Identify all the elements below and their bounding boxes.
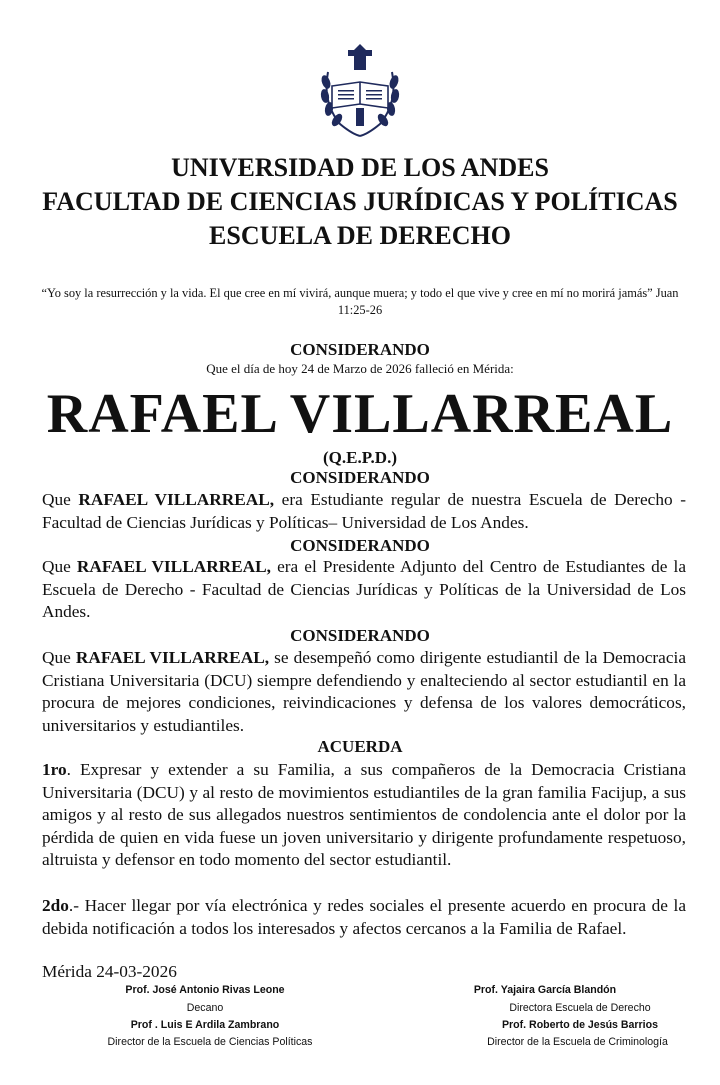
university-name: UNIVERSIDAD DE LOS ANDES	[171, 153, 549, 182]
faculty-name: FACULTAD DE CIENCIAS JURÍDICAS Y POLÍTICAS	[42, 187, 678, 216]
considerando-paragraph	[42, 556, 686, 624]
signatory-name: Prof. Roberto de Jesús Barrios	[501, 1019, 658, 1031]
considerando-heading: CONSIDERANDO	[290, 626, 430, 645]
signatory-name: Prof. Yajaira García Blandón	[473, 984, 617, 996]
school-name: ESCUELA DE DERECHO	[209, 221, 511, 250]
qepd-label: (Q.E.P.D.)	[323, 448, 397, 467]
deceased-name-inline: RAFAEL VILLARREAL,	[78, 490, 275, 509]
signatory-name: Prof. José Antonio Rivas Leone	[125, 984, 285, 996]
considerando-heading: CONSIDERANDO	[290, 340, 430, 359]
deceased-name-inline: RAFAEL VILLARREAL,	[75, 648, 270, 667]
considerando-prefix: Que	[42, 648, 76, 667]
acuerdo-text: . Expresar y extender a su Familia, a sus compañeros de la Democracia Cristiana Universitaria (DCU) y al resto de movimientos estudiantiles de la gran familia Facijup, a sus amigos y al resto de sus allegados nuestros sentimientos de condolencia ante el dolor por la pérdida de quien en vida fuese un joven universitario y dirigente profundamente respetuoso, altruista y defensor en todo momento del sector estudiantil.	[42, 760, 686, 869]
university-seal-icon	[310, 42, 410, 142]
considerando-prefix: Que	[42, 557, 77, 576]
deceased-name-inline: RAFAEL VILLARREAL,	[76, 557, 272, 576]
considerando-prefix: Que	[42, 490, 79, 509]
acuerda-heading: ACUERDA	[317, 737, 403, 756]
place-date: Mérida 24-03-2026	[42, 962, 177, 981]
acuerdo-paragraph	[42, 895, 686, 940]
signatory-name: Prof . Luis E Ardila Zambrano	[130, 1019, 280, 1031]
considerando-text: se desempeñó como dirigente estudiantil de la Democracia Cristiana Universitaria (DCU) siempre defendiendo y enalteciendo al sector estudiantil en la procura de mejores condiciones, reivindicaciones y defensa de los valores democráticos, universitarios y estudiantiles.	[42, 648, 686, 735]
bible-quote: “Yo soy la resurrección y la vida. El que cree en mí vivirá, aunque muera; y todo el que vive y cree en mí no morirá jamás” Juan 11:25-26	[41, 286, 679, 317]
acuerdo-text: .- Hacer llegar por vía electrónica y redes sociales el presente acuerdo en procura de la debida notificación a todos los interesados y afectos cercanos a la Familia de Rafael.	[42, 896, 686, 938]
considerando-paragraph	[42, 489, 686, 534]
signatory-role: Director de la Escuela de Ciencias Políticas	[107, 1036, 313, 1048]
acuerdo-number: 2do	[42, 896, 69, 915]
considerando-paragraph	[42, 647, 686, 737]
signatory-role: Decano	[186, 1002, 224, 1014]
signatory-role: Director de la Escuela de Criminología	[487, 1036, 668, 1048]
acuerdo-paragraph	[42, 759, 686, 872]
intro-text: Que el día de hoy 24 de Marzo de 2026 falleció en Mérida:	[206, 361, 514, 376]
deceased-name: RAFAEL VILLARREAL	[46, 383, 674, 445]
considerando-heading: CONSIDERANDO	[290, 468, 430, 487]
considerando-heading: CONSIDERANDO	[290, 536, 430, 555]
acuerdo-number: 1ro	[42, 760, 67, 779]
considerando-text: era el Presidente Adjunto del Centro de Estudiantes de la Escuela de Derecho - Facultad de Ciencias Jurídicas y Políticas de la Universidad de Los Andes.	[42, 557, 686, 621]
signatory-role: Directora Escuela de Derecho	[509, 1002, 651, 1014]
considerando-text: era Estudiante regular de nuestra Escuela de Derecho - Facultad de Ciencias Jurídicas y Políticas– Universidad de Los Andes.	[42, 490, 686, 532]
